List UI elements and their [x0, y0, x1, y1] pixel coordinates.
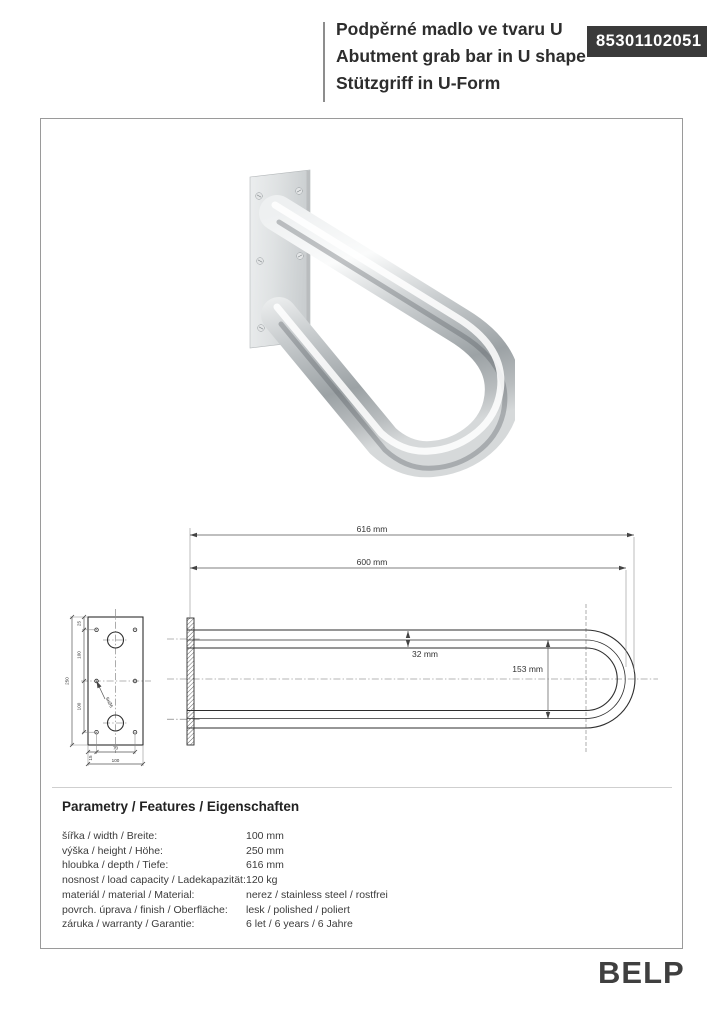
- param-row-finish: [62, 903, 622, 918]
- dim-250: 250: [64, 677, 70, 685]
- dim-616-label: 616 mm: [356, 524, 388, 534]
- param-row-material: [62, 888, 622, 903]
- technical-drawing: [55, 515, 680, 790]
- brand-logo: BELP: [598, 955, 685, 990]
- params-divider: [52, 787, 672, 788]
- photo-u-tube: [275, 205, 505, 468]
- param-value: nerez / stainless steel / rostfrei: [246, 888, 388, 901]
- param-label: materiál / material / Material:: [62, 888, 195, 901]
- param-row-depth: [62, 858, 622, 873]
- dim-600-label: 600 mm: [356, 557, 388, 567]
- param-label: výška / height / Höhe:: [62, 844, 163, 857]
- param-label: hloubka / depth / Tiefe:: [62, 859, 169, 872]
- param-row-height: [62, 844, 622, 859]
- product-title-de: Stützgriff in U-Form: [336, 73, 501, 93]
- product-title-en: Abutment grab bar in U shape: [336, 46, 586, 66]
- parameters-heading: Parametry / Features / Eigenschaften: [62, 799, 300, 814]
- product-title-block: [336, 16, 586, 97]
- title-divider-rule: [323, 22, 325, 102]
- param-value: 100 mm: [246, 830, 284, 842]
- param-value: 250 mm: [246, 844, 284, 857]
- product-code-badge: 85301102051: [587, 26, 707, 57]
- dim-32-label: 32 mm: [412, 649, 438, 659]
- dim-100-lower: 100: [76, 702, 82, 711]
- param-value: 120 kg: [246, 874, 278, 887]
- param-row-warranty: [62, 917, 622, 932]
- dim-32: [408, 631, 438, 659]
- front-view-plate: [65, 609, 152, 766]
- product-title-cs: Podpěrné madlo ve tvaru U: [336, 19, 563, 39]
- dim-hole-note: 6xØ6: [104, 696, 114, 709]
- param-value: 616 mm: [246, 859, 284, 872]
- dim-153-label: 153 mm: [512, 664, 543, 674]
- dim-153: [512, 640, 548, 719]
- param-label: povrch. úprava / finish / Oberfläche:: [62, 903, 228, 916]
- dim-100-upper: 100: [76, 651, 82, 659]
- param-label: záruka / warranty / Garantie:: [62, 918, 195, 931]
- param-label: nosnost / load capacity / Ladekapazität:: [62, 874, 246, 887]
- param-row-load-capacity: [62, 873, 622, 888]
- param-row-width: [62, 829, 622, 844]
- side-view-bar: [167, 524, 658, 753]
- param-value: lesk / polished / poliert: [246, 903, 350, 916]
- plate-hole-note: [97, 681, 115, 709]
- dim-70: 70: [112, 745, 119, 751]
- plate-vertical-dimensions: [65, 615, 97, 747]
- dim-15: 15: [88, 755, 93, 761]
- dim-25: 25: [76, 620, 82, 627]
- side-view-wall-plate: [187, 618, 194, 745]
- dim-100-width: 100: [111, 758, 120, 763]
- param-value: 6 let / 6 years / 6 Jahre: [246, 918, 353, 931]
- parameters-section: [62, 799, 622, 932]
- product-photo: [215, 155, 515, 485]
- dim-600: [190, 557, 626, 667]
- param-label: šířka / width / Breite:: [62, 830, 158, 842]
